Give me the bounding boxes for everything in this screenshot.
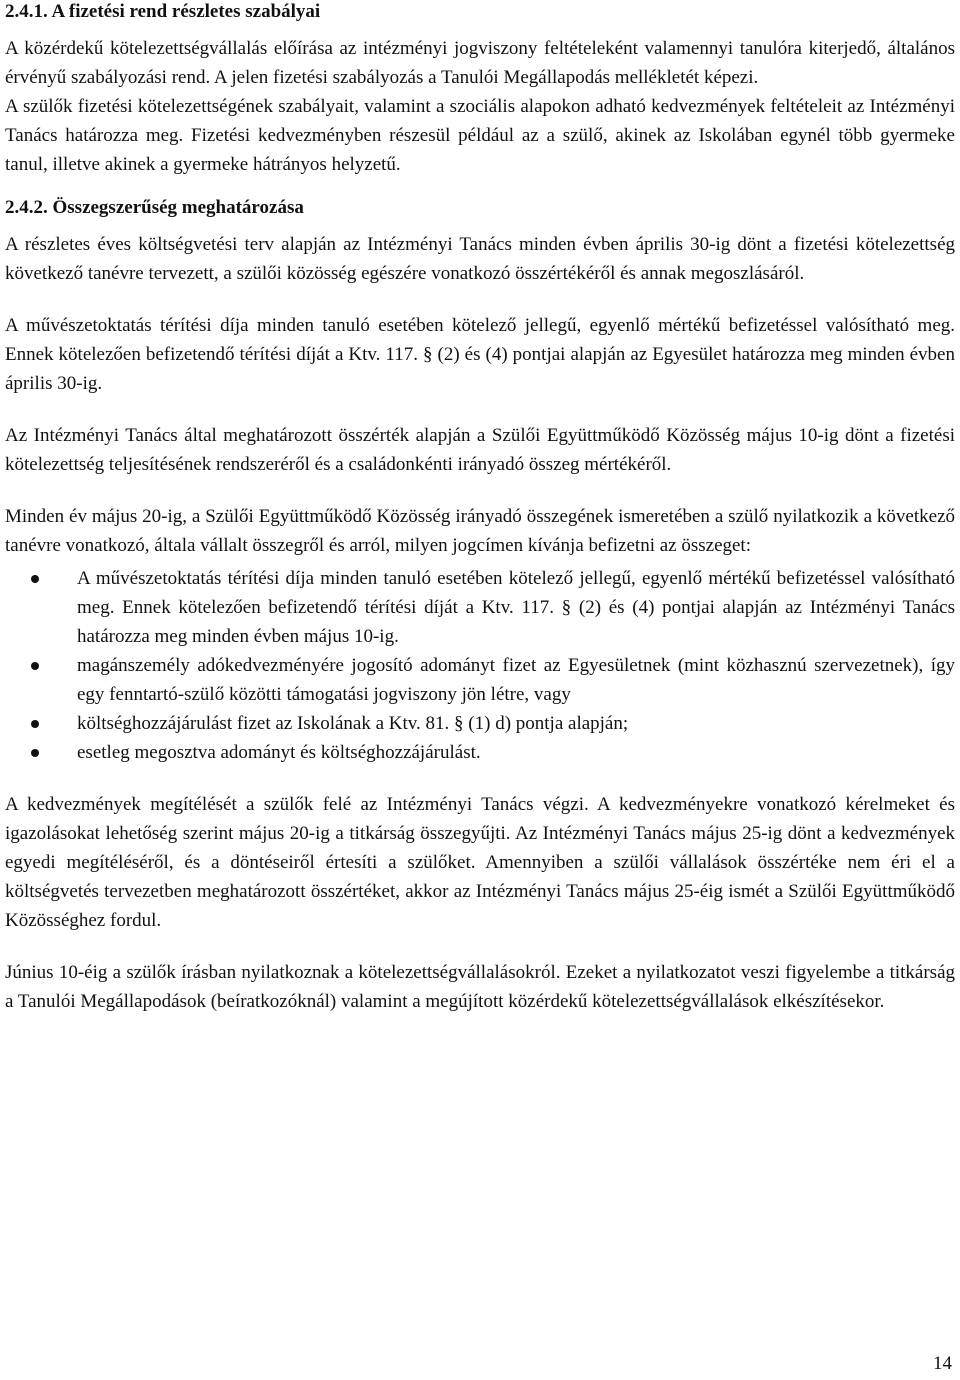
section-heading-amount-determination: 2.4.2. Összegszerűség meghatározása (5, 197, 304, 218)
paragraph-parent-declaration: Minden év május 20-ig, a Szülői Együttműködő Közösség irányadó összegének ismeretében a szülő nyilatkozik a következő tanévre vonatkozó, általa vállalt összegről és arról, milyen jogcímen kívánja befizetni az összeget: (5, 506, 955, 556)
payment-method-list (5, 564, 955, 767)
list-item: A művészetoktatás térítési díja minden tanuló esetében kötelező jellegű, egyenlő mértékű befizetéssel valósítható meg. Ennek kötelezően befizetendő térítési díját a Ktv. 117. § (2) és (4) pontjai alapján az Intézményi Tanács határozza meg minden évben május 10-ig. (5, 564, 955, 651)
paragraph-art-education-fee: A művészetoktatás térítési díja minden tanuló esetében kötelező jellegű, egyenlő mértékű befizetéssel valósítható meg. Ennek kötelezően befizetendő térítési díját a Ktv. 117. § (2) és (4) pontjai alapján az Egyesület határozza meg minden évben április 30-ig. (5, 315, 955, 394)
paragraph-obligation-intro: A közérdekű kötelezettségvállalás előírása az intézményi jogviszony feltételeként valamennyi tanulóra kiterjedő, általános érvényű szabályozási rend. A jelen fizetési szabályozás a Tanulói Megállapodás mellékletét képezi. (5, 38, 955, 88)
section-heading-payment-rules: 2.4.1. A fizetési rend részletes szabályai (5, 1, 321, 22)
paragraph-discount-assessment: A kedvezmények megítélését a szülők felé az Intézményi Tanács végzi. A kedvezményekre vonatkozó kérelmeket és igazolásokat lehetőség szerint május 20-ig a titkárság összegyűjti. Az Intézményi Tanács május 25-ig dönt a kedvezmények egyedi megítéléséről, és a döntéseiről értesíti a szülőket. Amennyiben a szülői vállalások összértéke nem éri el a költségvetés tervezetben meghatározott összértéket, akkor az Intézményi Tanács május 25-éig ismét a Szülői Együttműködő Közösséghez fordul. (5, 794, 955, 931)
paragraph-june-declarations: Június 10-éig a szülők írásban nyilatkoznak a kötelezettségvállalásokról. Ezeket a nyilatkozatot veszi figyelembe a titkárság a Tanulói Megállapodások (beíratkozóknál) valamint a megújított közérdekű kötelezettségvállalások elkészítésekor. (5, 962, 955, 1012)
list-item: költséghozzájárulást fizet az Iskolának a Ktv. 81. § (1) d) pontja alapján; (5, 709, 955, 738)
page-number: 14 (933, 1353, 952, 1374)
paragraph-community-decision: Az Intézményi Tanács által meghatározott összérték alapján a Szülői Együttműködő Közösség május 10-ig dönt a fizetési kötelezettség teljesítésének rendszeréről és a családonkénti irányadó összeg mértékéről. (5, 425, 955, 475)
list-item: magánszemély adókedvezményére jogosító adományt fizet az Egyesületnek (mint közhasznú szervezetnek), így egy fenntartó-szülő közötti támogatási jogviszony jön létre, vagy (5, 651, 955, 709)
document-page (5, 0, 955, 1016)
paragraph-budget-plan: A részletes éves költségvetési terv alapján az Intézményi Tanács minden évben április 30-ig dönt a fizetési kötelezettség következő tanévre tervezett, a szülői közösség egészére vonatkozó összértékéről és annak megoszlásáról. (5, 234, 955, 284)
list-item: esetleg megosztva adományt és költséghozzájárulást. (5, 738, 955, 767)
paragraph-discount-rules: A szülők fizetési kötelezettségének szabályait, valamint a szociális alapokon adható kedvezmények feltételeit az Intézményi Tanács határozza meg. Fizetési kedvezményben részesül például az a szülő, akinek az Iskolában egynél több gyermeke tanul, illetve akinek a gyermeke hátrányos helyzetű. (5, 96, 955, 175)
